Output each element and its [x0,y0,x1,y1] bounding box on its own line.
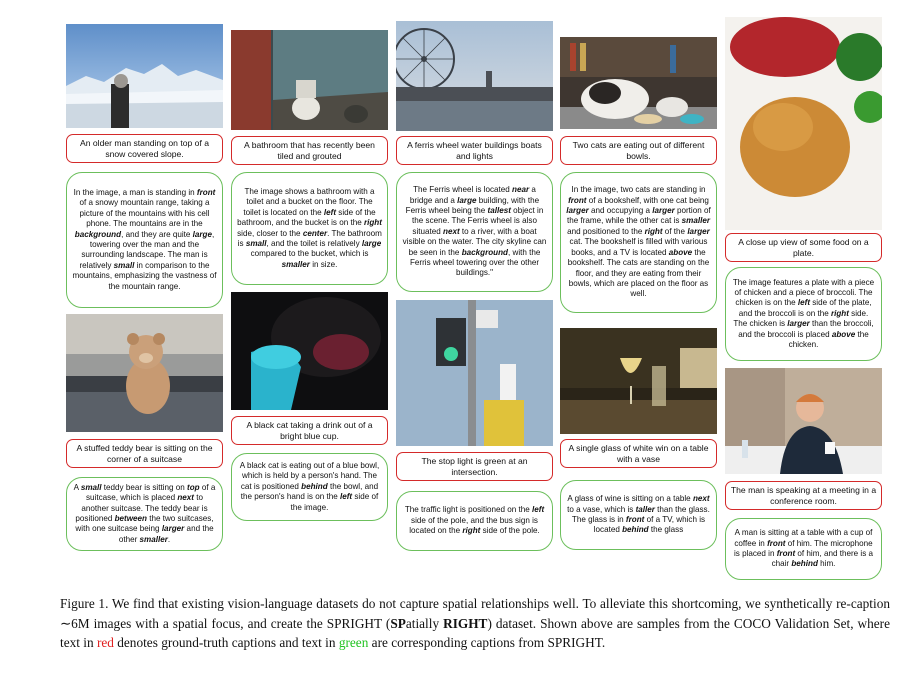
spatial-term: behind [622,525,649,535]
caption-red-word: red [96,635,114,650]
wine-glass-vase-photo [560,328,717,434]
chicken-broccoli-plate-photo [725,17,882,230]
ground-truth-caption: The man is speaking at a meeting in a conference room. [725,481,882,510]
caption-mid: ) dataset. Shown above are samples from the COCO Validation Set, where text in [60,615,891,650]
spright-caption-text: In the image, a man is standing in front of a snowy mountain range, taking a picture of the mountains with his cell phone. The mountains are in the background, and they are quite large, towering over the man and the surrounding landscape. The man is relatively small in comparison to the mountains, emphasizing the vastness of the mountain range. [72,187,217,291]
spright-caption-text: The image features a plate with a piece of chicken and a piece of broccoli. The chicken is on the left side of the plate, and the broccoli is on the right side. The chicken is larger than the broccoli, and the broccoli is placed above the chicken. [732,277,875,350]
ground-truth-caption: A ferris wheel water buildings boats and lights [396,136,553,165]
spright-caption [66,172,223,308]
spatial-term: small [113,260,135,270]
spatial-term: large [457,195,477,205]
ground-truth-caption: A black cat taking a drink out of a bright blue cup. [231,416,388,445]
ground-truth-caption: An older man standing on top of a snow covered slope. [66,134,223,163]
spatial-term: above [831,329,856,339]
bathroom-photo [231,30,388,130]
spatial-term: front [568,195,587,205]
black-cat-cup-photo [231,292,388,410]
spright-caption [560,172,717,313]
caption-sp: SP [390,615,406,631]
stop-light-photo [396,300,553,446]
spatial-term: larger [566,206,589,216]
spatial-term: between [114,514,147,523]
spatial-term: front [625,515,645,524]
spatial-term: left [797,298,811,308]
spatial-term: front [767,538,786,548]
ground-truth-caption: A close up view of some food on a plate. [725,233,882,262]
spatial-term: above [668,247,693,257]
spatial-term: larger [652,206,675,216]
spatial-term: left [532,505,545,515]
spright-caption [66,477,223,551]
spatial-term: front [196,187,216,197]
caption-right: RIGHT [443,615,488,631]
spright-caption [231,172,388,285]
spatial-term: right [462,526,481,536]
spright-caption [725,267,882,361]
spatial-term: background [74,229,122,239]
two-cats-bowls-photo [560,37,717,129]
spatial-term: behind [301,481,328,491]
spatial-term: large [361,238,382,248]
spatial-term: small [245,238,267,248]
spatial-term: front [776,549,796,558]
ferris-wheel-photo [396,21,553,131]
spright-caption [231,453,388,521]
spatial-term: background [461,247,509,257]
spright-caption-text: In the image, two cats are standing in front of a bookshelf, with one cat being larger and occupying a larger portion of the frame, while the other cat is smaller and positioned to the right of the larger cat. The bookshelf is filled with various books, and a TV is located above the bookshelf. The cats are standing on the floor, and they are eating from their bowls, which are placed on the floor as well. [566,185,711,299]
spatial-term: smaller [139,534,168,544]
spatial-term: smaller [281,259,310,269]
spright-caption-text: A black cat is eating out of a blue bowl, which is held by a person's hand. The cat is positioned behind the bowl, and the person's hand is on the left side of the image. [239,460,380,512]
spatial-term: taller [635,504,655,514]
teddy-bear-suitcase-photo [66,314,223,432]
man-speaking-meeting-photo [725,368,882,474]
spright-caption [725,518,882,580]
spright-caption-text: A small teddy bear is sitting on top of a suitcase, which is placed next to another suitcase. The teddy bear is positioned between the two suitcases, with one suitcase being larger and the other smaller. [73,482,216,544]
ground-truth-caption: A stuffed teddy bear is sitting on the corner of a suitcase [66,439,223,468]
spatial-term: large [192,229,212,239]
spatial-term: larger [161,524,185,534]
caption-tail: are corresponding captions from SPRIGHT. [368,635,606,650]
spatial-term: tallest [487,205,511,215]
ground-truth-caption: The stop light is green at an intersection. [396,452,553,481]
spatial-term: next [177,493,194,503]
spright-caption-text: A glass of wine is sitting on a table next to a vase, which is taller than the glass. The glass is in front of a TV, which is located behind the glass [567,494,710,535]
spatial-term: right [363,218,382,228]
spatial-term: behind [791,559,818,569]
spatial-term: top [187,482,200,492]
spatial-term: left [323,207,337,217]
spright-caption-text: The traffic light is positioned on the left side of the pole, and the bus sign is located on the right side of the pole. [404,505,545,536]
caption-atially: atially [405,615,444,631]
ground-truth-caption: Two cats are eating out of different bowls. [560,136,717,165]
caption-green-word: green [338,635,369,650]
spatial-term: right [644,226,663,236]
spatial-term: next [692,494,710,504]
figure-caption [60,594,890,653]
spatial-term: center [302,228,328,238]
spright-caption-text: A man is sitting at a table with a cup of coffee in front of him. The microphone is placed in front of him, and there is a chair behind him. [733,528,874,569]
spatial-term: next [443,226,460,236]
spatial-term: right [830,308,849,318]
spright-caption [560,480,717,550]
spright-caption-text: The Ferris wheel is located near a bridge and a large building, with the Ferris wheel being the tallest object in the scene. The Ferris wheel is also situated next to a river, with a boat visible on the water. The city skyline can be seen in the background, with the Ferris wheel towering over the other buildings." [402,185,547,278]
man-snow-mountains-photo [66,24,223,128]
spatial-term: larger [687,226,710,236]
spatial-term: small [80,482,102,492]
spright-caption-text: The image shows a bathroom with a toilet and a bucket on the floor. The toilet is located on the left side of the bathroom, and the bucket is on the right side, closer to the center. The bathroom is small, and the toilet is relatively large compared to the bucket, which is smaller in size. [237,186,382,269]
spatial-term: smaller [681,216,711,226]
spright-caption [396,491,553,551]
ground-truth-caption: A single glass of white win on a table with a vase [560,439,717,468]
spatial-term: larger [787,319,810,329]
caption-lead: Figure 1. We find that existing vision-language datasets do not capture spatial relationships well. To alleviate this shortcoming, we synthetically re-caption ∼6M images with a spatial focus, and create the SPRIGHT ( [60,596,890,631]
spatial-term: near [512,185,530,195]
ground-truth-caption: A bathroom that has recently been tiled and grouted [231,136,388,165]
spright-caption [396,172,553,292]
spatial-term: left [339,492,353,502]
caption-mid2: denotes ground-truth captions and text in [113,635,339,650]
